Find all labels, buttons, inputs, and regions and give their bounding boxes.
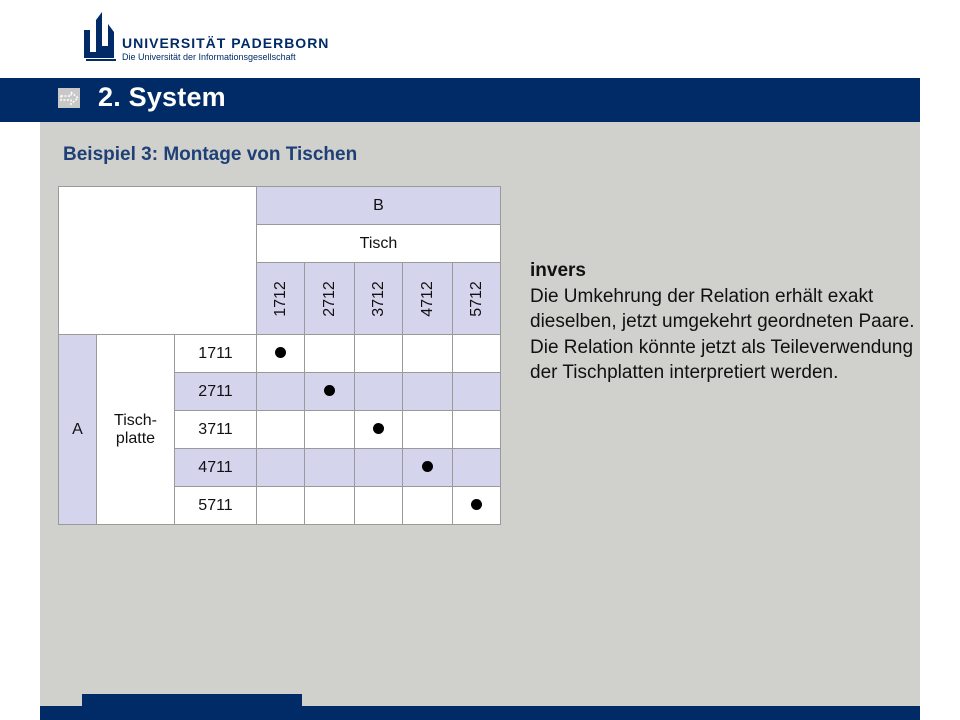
matrix-cell	[453, 373, 501, 411]
matrix-cell	[355, 449, 403, 487]
row-group-label: Tisch- platte	[97, 335, 175, 525]
matrix-cell	[453, 335, 501, 373]
matrix-cell	[305, 373, 355, 411]
matrix-cell	[355, 411, 403, 449]
relation-dot	[422, 461, 433, 472]
column-set-label: B	[257, 187, 501, 225]
matrix-cell	[305, 449, 355, 487]
arrow-right-icon	[58, 88, 80, 108]
matrix-cell	[355, 335, 403, 373]
column-header: 4712	[403, 263, 453, 335]
footer-accent	[82, 694, 302, 706]
relation-dot	[275, 347, 286, 358]
relation-dot	[373, 423, 384, 434]
row-set-label: A	[59, 335, 97, 525]
matrix-cell	[257, 411, 305, 449]
column-group-label: Tisch	[257, 225, 501, 263]
matrix-cell	[355, 373, 403, 411]
matrix-cell	[257, 487, 305, 525]
row-header: 1711	[175, 335, 257, 373]
matrix-cell	[453, 411, 501, 449]
matrix-cell	[403, 411, 453, 449]
matrix-cell	[257, 373, 305, 411]
matrix-cell	[403, 487, 453, 525]
matrix-cell	[453, 449, 501, 487]
slide-title: 2. System	[98, 82, 226, 112]
row-header: 5711	[175, 487, 257, 525]
university-name: UNIVERSITÄT PADERBORN	[122, 35, 330, 51]
row-header: 3711	[175, 411, 257, 449]
matrix-cell	[403, 373, 453, 411]
slide-subtitle: Beispiel 3: Montage von Tischen	[63, 144, 358, 165]
matrix-cell	[403, 449, 453, 487]
matrix-cell	[305, 411, 355, 449]
matrix-corner	[59, 187, 257, 335]
relation-dot	[471, 499, 482, 510]
row-header: 2711	[175, 373, 257, 411]
footer-bar	[40, 706, 920, 720]
matrix-cell	[257, 335, 305, 373]
matrix-cell	[257, 449, 305, 487]
column-header: 2712	[305, 263, 355, 335]
logo-emblem-icon	[82, 8, 118, 62]
explanation-body: Die Umkehrung der Relation erhält exakt dieselben, jetzt umgekehrt geordneten Paare. Die Relation könnte jetzt als Teileverwendung der Tischplatten interpretiert werden.	[530, 285, 915, 383]
column-header: 5712	[453, 263, 501, 335]
university-logo	[82, 8, 118, 67]
matrix-cell	[355, 487, 403, 525]
relation-dot	[324, 385, 335, 396]
relation-matrix	[58, 186, 501, 525]
matrix-cell	[305, 335, 355, 373]
matrix-cell	[453, 487, 501, 525]
university-tagline: Die Universität der Informationsgesellschaft	[122, 52, 296, 62]
explanation-text	[530, 258, 915, 386]
right-margin	[920, 122, 960, 720]
matrix-cell	[403, 335, 453, 373]
column-header: 3712	[355, 263, 403, 335]
matrix-cell	[305, 487, 355, 525]
column-header: 1712	[257, 263, 305, 335]
row-header: 4711	[175, 449, 257, 487]
title-bar-margin	[920, 78, 960, 122]
explanation-keyword: invers	[530, 260, 586, 281]
